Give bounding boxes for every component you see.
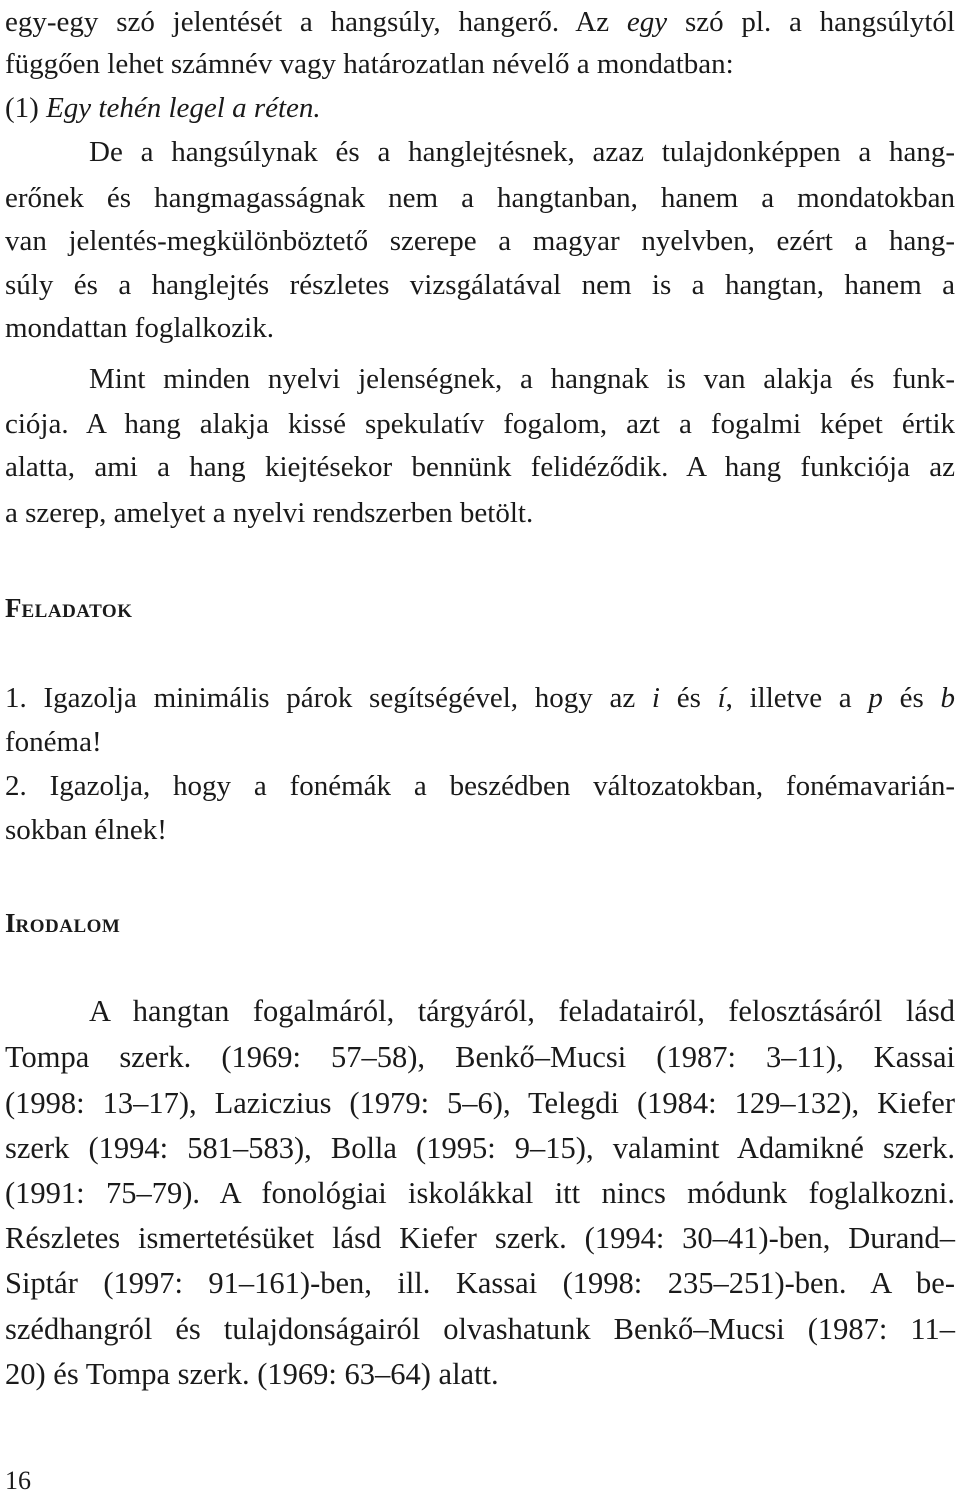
example-number: (1) — [5, 92, 47, 124]
literature-line: A hangtan fogalmáról, tárgyáról, feladatairól, felosztásáról lásd — [89, 994, 955, 1028]
italic-letter: í — [717, 682, 726, 714]
task-item-2: 2. Igazolja, hogy a fonémák a beszédben változatokban, fonémavarián- — [5, 770, 955, 802]
heading-initial: F — [5, 593, 22, 623]
text-line: mondattan foglalkozik. — [5, 312, 274, 344]
italic-letter: p — [868, 682, 883, 714]
text-span: és — [659, 682, 718, 714]
example-text: Egy tehén legel a réten. — [46, 92, 321, 124]
text-line: ciója. A hang alakja kissé spekulatív fogalom, azt a fogalmi képet értik — [5, 408, 955, 440]
italic-word: egy — [626, 6, 668, 38]
text-line: sokban élnek! — [5, 814, 167, 846]
italic-letter: b — [940, 682, 955, 714]
italic-letter: i — [651, 682, 660, 714]
section-heading-irodalom — [5, 903, 120, 947]
text-line: súly és a hanglejtés részletes vizsgálatával nem is a hangtan, hanem a — [5, 269, 955, 301]
literature-line: Siptár (1997: 91–161)-ben, ill. Kassai (1998: 235–251)-ben. A be- — [5, 1266, 955, 1300]
text-line: fonéma! — [5, 726, 102, 758]
task-item-1 — [5, 676, 955, 720]
text-line: függően lehet számnév vagy határozatlan névelő a mondatban: — [5, 48, 734, 80]
literature-line: Tompa szerk. (1969: 57–58), Benkő–Mucsi (1987: 3–11), Kassai — [5, 1040, 955, 1074]
text-line: alatta, ami a hang kiejtésekor bennünk felidéződik. A hang funkciója az — [5, 451, 955, 483]
text-line: De a hangsúlynak és a hanglejtésnek, azaz tulajdonképpen a hang- — [89, 136, 955, 168]
text-line: a szerep, amelyet a nyelvi rendszerben betölt. — [5, 497, 534, 529]
text-line: van jelentés-megkülönböztető szerepe a magyar nyelvben, ezért a hang- — [5, 225, 955, 257]
text-line: erőnek és hangmagasságnak nem a hangtanban, hanem a mondatokban — [5, 182, 955, 214]
text-span: egy-egy szó jelentését a hangsúly, hangerő. Az — [5, 6, 627, 38]
literature-line: szerk (1994: 581–583), Bolla (1995: 9–15), valamint Adamikné szerk. — [5, 1131, 955, 1165]
text-span: szó pl. a hangsúlytól — [667, 6, 955, 38]
literature-line: (1991: 75–79). A fonológiai iskolákkal itt nincs módunk foglalkozni. — [5, 1176, 955, 1210]
heading-rest: RODALOM — [15, 916, 121, 937]
literature-line: Részletes ismertetésüket lásd Kiefer szerk. (1994: 30–41)-ben, Durand– — [5, 1221, 955, 1255]
section-heading-feladatok — [5, 588, 133, 632]
text-span: , illetve a — [725, 682, 869, 714]
literature-line: (1998: 13–17), Laziczius (1979: 5–6), Telegdi (1984: 129–132), Kiefer — [5, 1086, 955, 1120]
literature-line: 20) és Tompa szerk. (1969: 63–64) alatt. — [5, 1357, 499, 1391]
text-line: Mint minden nyelvi jelenségnek, a hangnak is van alakja és funk- — [89, 363, 955, 395]
example-sentence — [5, 86, 955, 130]
literature-line: szédhangról és tulajdonságairól olvashatunk Benkő–Mucsi (1987: 11– — [5, 1312, 955, 1346]
page-number: 16 — [5, 1466, 31, 1495]
heading-rest: ELADATOK — [21, 601, 133, 622]
text-span: 1. Igazolja minimális párok segítségével, hogy az — [5, 682, 652, 714]
text-line — [5, 0, 955, 44]
text-span: és — [882, 682, 941, 714]
heading-initial: I — [5, 908, 16, 938]
